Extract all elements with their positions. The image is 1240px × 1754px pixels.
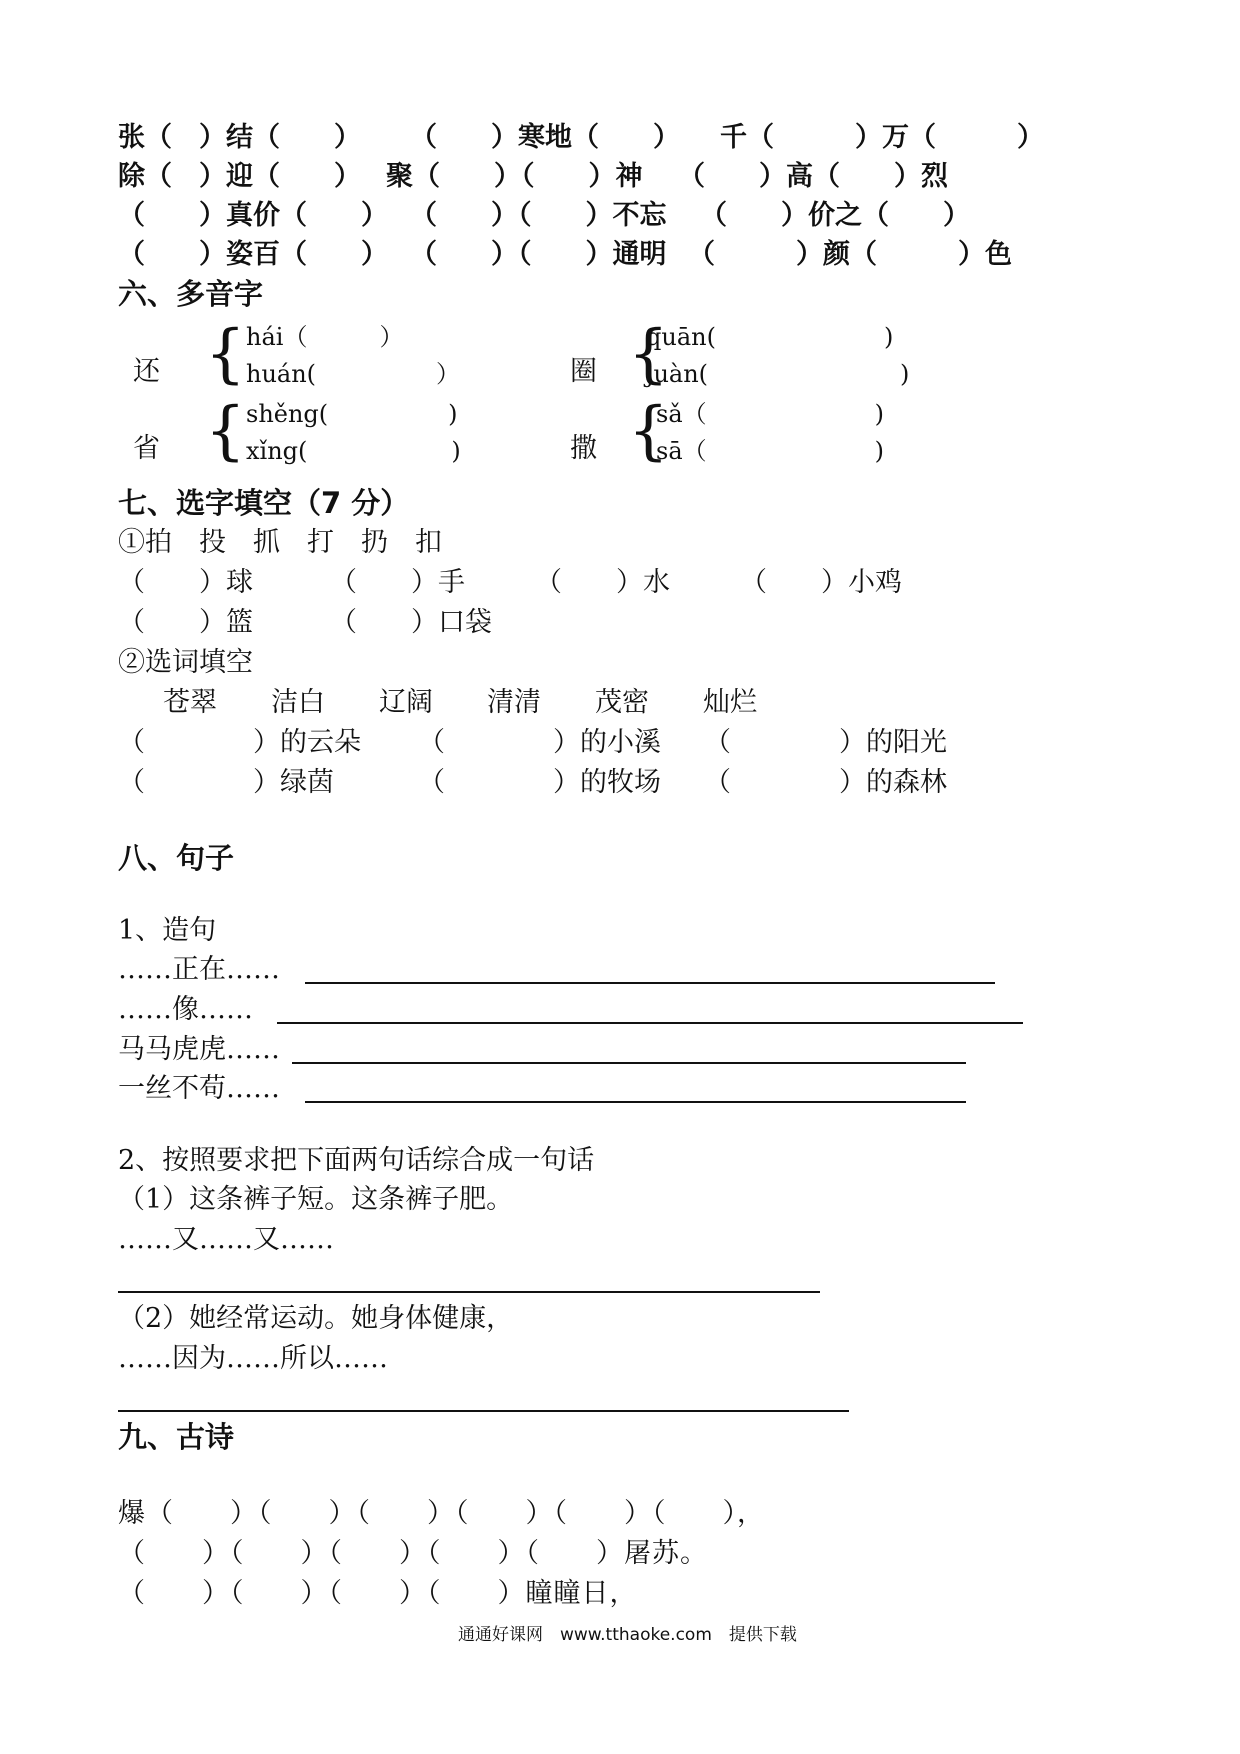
s8-sentence-1: （1）这条裤子短。这条裤子肥。	[118, 1184, 514, 1215]
s8-sentence-2: （2）她经常运动。她身体健康，	[118, 1303, 514, 1334]
section7-title: 七、选字填空（7 分）	[118, 486, 410, 520]
s7-q2r1-a: （ ）的云朵	[118, 727, 361, 758]
s7-q1-options: ①拍 投 抓 打 扔 扣	[118, 527, 442, 558]
s7-q1r1-b: （ ）手	[330, 567, 465, 598]
poly-char-sa: 撒	[570, 433, 597, 464]
s7-q1r1-a: （ ）球	[118, 567, 253, 598]
poly-sa-b: sā（ )	[656, 437, 884, 465]
s8-prompt-xiang: ……像……	[118, 994, 253, 1025]
s7-q1r1-c: （ ）水	[535, 567, 670, 598]
poly-sheng-b: xǐng( )	[246, 437, 461, 465]
section9-title: 九、古诗	[118, 1420, 235, 1454]
answer-line-you[interactable]	[118, 1291, 820, 1293]
s5-r4-c: （ ）颜（ ）色	[688, 239, 1012, 270]
s5-r2-a: 除（ ）迎（ ）	[118, 161, 361, 192]
poly-char-quan: 圈	[570, 356, 597, 387]
s8-prompt-zhengzai: ……正在……	[118, 954, 280, 985]
answer-line-mamahuhu[interactable]	[292, 1062, 966, 1064]
brace-sa: {	[628, 394, 669, 468]
s7-q1r2-b: （ ）口袋	[330, 607, 492, 638]
s8-pattern-you: ……又……又……	[118, 1224, 334, 1255]
s5-r3-b: （ ）（ ）不忘	[410, 200, 667, 231]
s8-q1-title: 1、造句	[118, 915, 217, 946]
s7-q2-words: 苍翠 洁白 辽阔 清清 茂密 灿烂	[163, 687, 757, 718]
poly-sa-a: sǎ（ )	[656, 400, 884, 428]
poly-hai-a: hái（ ）	[246, 323, 404, 351]
s7-q2r1-b: （ ）的小溪	[418, 727, 661, 758]
poly-char-hai: 还	[133, 356, 160, 387]
s5-r1-a: 张（ ）结（ ）	[118, 122, 361, 153]
brace-quan: {	[628, 317, 669, 391]
section6-title: 六、多音字	[118, 277, 264, 311]
s5-r3-a: （ ）真价（ ）	[118, 200, 388, 231]
s8-prompt-mamahuhu: 马马虎虎……	[118, 1034, 280, 1065]
s5-r2-c: （ ）高（ ）烈	[678, 161, 948, 192]
s7-q2r2-a: （ ）绿茵	[118, 767, 334, 798]
s5-r4-a: （ ）姿百（ ）	[118, 239, 388, 270]
section8-title: 八、句子	[118, 841, 235, 875]
poem-line-2: （ ）（ ）（ ）（ ）（ ）屠苏。	[118, 1538, 708, 1569]
s8-q2-title: 2、按照要求把下面两句话综合成一句话	[118, 1145, 595, 1176]
poly-char-sheng: 省	[133, 433, 160, 464]
poly-quan-b: juàn( )	[646, 360, 910, 388]
poly-quan-a: quān( )	[646, 323, 894, 351]
answer-line-zhengzai[interactable]	[305, 982, 995, 984]
brace-hai: {	[205, 317, 246, 391]
brace-sheng: {	[205, 394, 246, 468]
s7-q2-title: ②选词填空	[118, 647, 253, 678]
poly-sheng-a: shěng( )	[246, 400, 458, 428]
s5-r1-c: 千（ ）万（ ）	[720, 122, 1044, 153]
s5-r3-c: （ ）价之（ ）	[700, 200, 970, 231]
s5-r2-b: 聚（ ）（ ）神	[386, 161, 643, 192]
s7-q2r2-c: （ ）的森林	[704, 767, 947, 798]
poem-line-1: 爆（ ）（ ）（ ）（ ）（ ）（ ），	[118, 1498, 765, 1529]
s7-q1r2-a: （ ）篮	[118, 607, 253, 638]
s5-r1-b: （ ）寒地（ ）	[410, 122, 680, 153]
answer-line-yinwei[interactable]	[118, 1410, 849, 1412]
poem-line-3: （ ）（ ）（ ）（ ）瞳瞳日，	[118, 1578, 638, 1609]
s8-prompt-yisibugou: 一丝不苟……	[118, 1073, 280, 1104]
answer-line-yisibugou[interactable]	[305, 1101, 966, 1103]
answer-line-xiang[interactable]	[277, 1022, 1023, 1024]
poly-hai-b: huán( ）	[246, 360, 461, 388]
s7-q1r1-d: （ ）小鸡	[740, 567, 902, 598]
s8-pattern-yinwei: ……因为……所以……	[118, 1343, 388, 1374]
footer-credit: 通通好课网 www.tthaoke.com 提供下载	[458, 1625, 797, 1645]
s5-r4-b: （ ）（ ）通明	[410, 239, 667, 270]
s7-q2r1-c: （ ）的阳光	[704, 727, 947, 758]
s7-q2r2-b: （ ）的牧场	[418, 767, 661, 798]
